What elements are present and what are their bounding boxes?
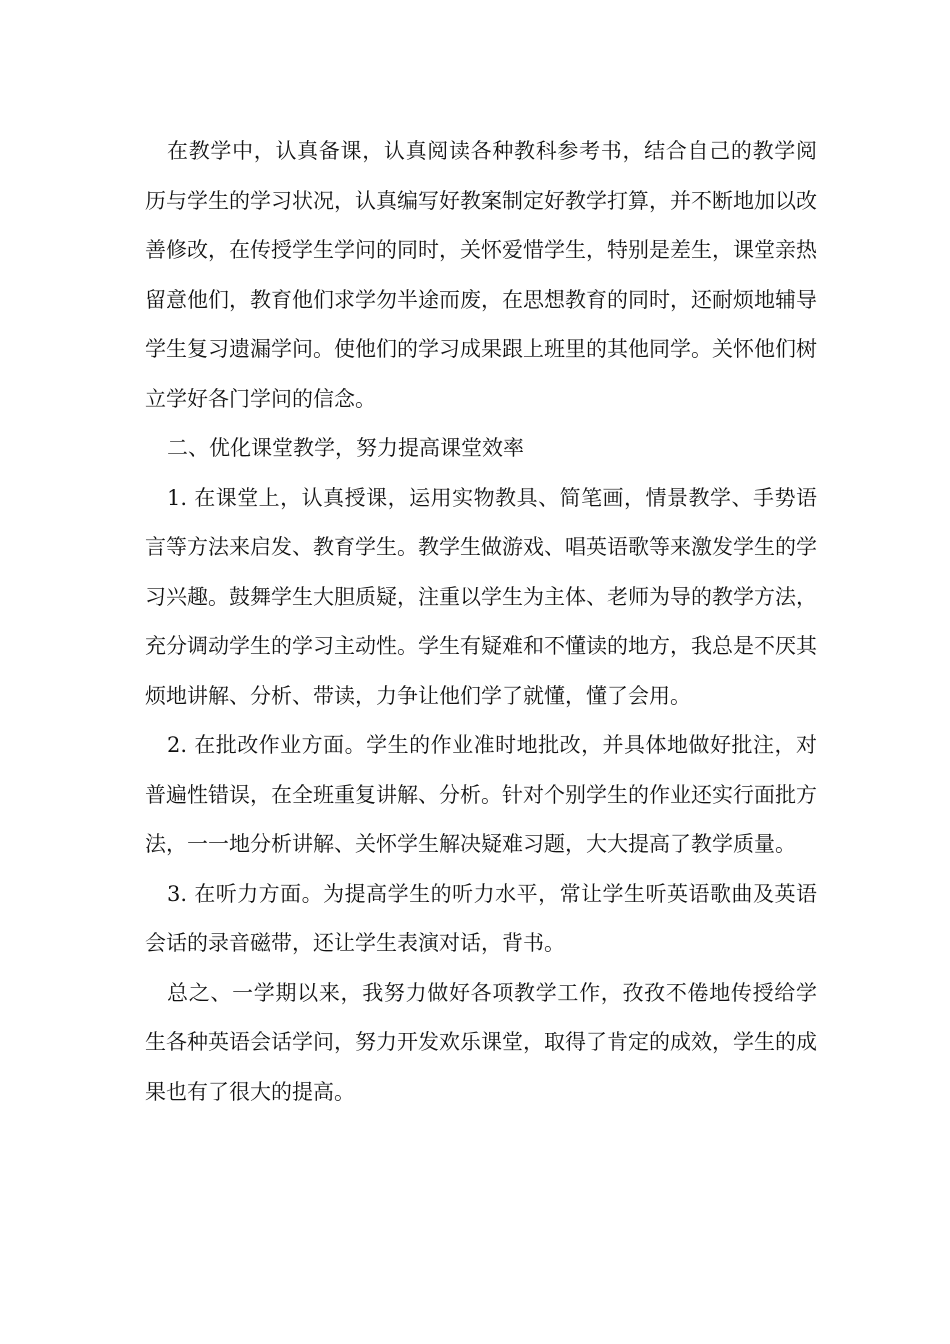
paragraph-item-3: 3. 在听力方面。为提高学生的听力水平，常让学生听英语歌曲及英语会话的录音磁带，还让学生表演对话，背书。	[145, 881, 817, 955]
paragraph-conclusion: 总之、一学期以来，我努力做好各项教学工作，孜孜不倦地传授给学生各种英语会话学问，努力开发欢乐课堂，取得了肯定的成效，学生的成果也有了很大的提高。	[145, 980, 817, 1104]
paragraph-teaching-prep: 在教学中，认真备课，认真阅读各种教科参考书，结合自己的教学阅历与学生的学习状况，认真编写好教案制定好教学打算，并不断地加以改善修改，在传授学生学问的同时，关怀爱惜学生，特别是差生，课堂亲热留意他们，教育他们求学勿半途而废，在思想教育的同时，还耐烦地辅导学生复习遗漏学问。使他们的学习成果跟上班里的其他同学。关怀他们树立学好各门学问的信念。	[145, 139, 817, 411]
paragraph-item-1: 1. 在课堂上，认真授课，运用实物教具、简笔画，情景教学、手势语言等方法来启发、教育学生。教学生做游戏、唱英语歌等来激发学生的学习兴趣。鼓舞学生大胆质疑，注重以学生为主体、老师为导的教学方法，充分调动学生的学习主动性。学生有疑难和不懂读的地方，我总是不厌其烦地讲解、分析、带读，力争让他们学了就懂，懂了会用。	[145, 485, 817, 708]
document-body	[145, 127, 817, 1117]
paragraph-item-2: 2. 在批改作业方面。学生的作业准时地批改，并具体地做好批注，对普遍性错误，在全班重复讲解、分析。针对个别学生的作业还实行面批方法，一一地分析讲解、关怀学生解决疑难习题，大大提高了教学质量。	[145, 733, 817, 856]
section-heading-2: 二、优化课堂教学，努力提高课堂效率	[167, 436, 524, 460]
